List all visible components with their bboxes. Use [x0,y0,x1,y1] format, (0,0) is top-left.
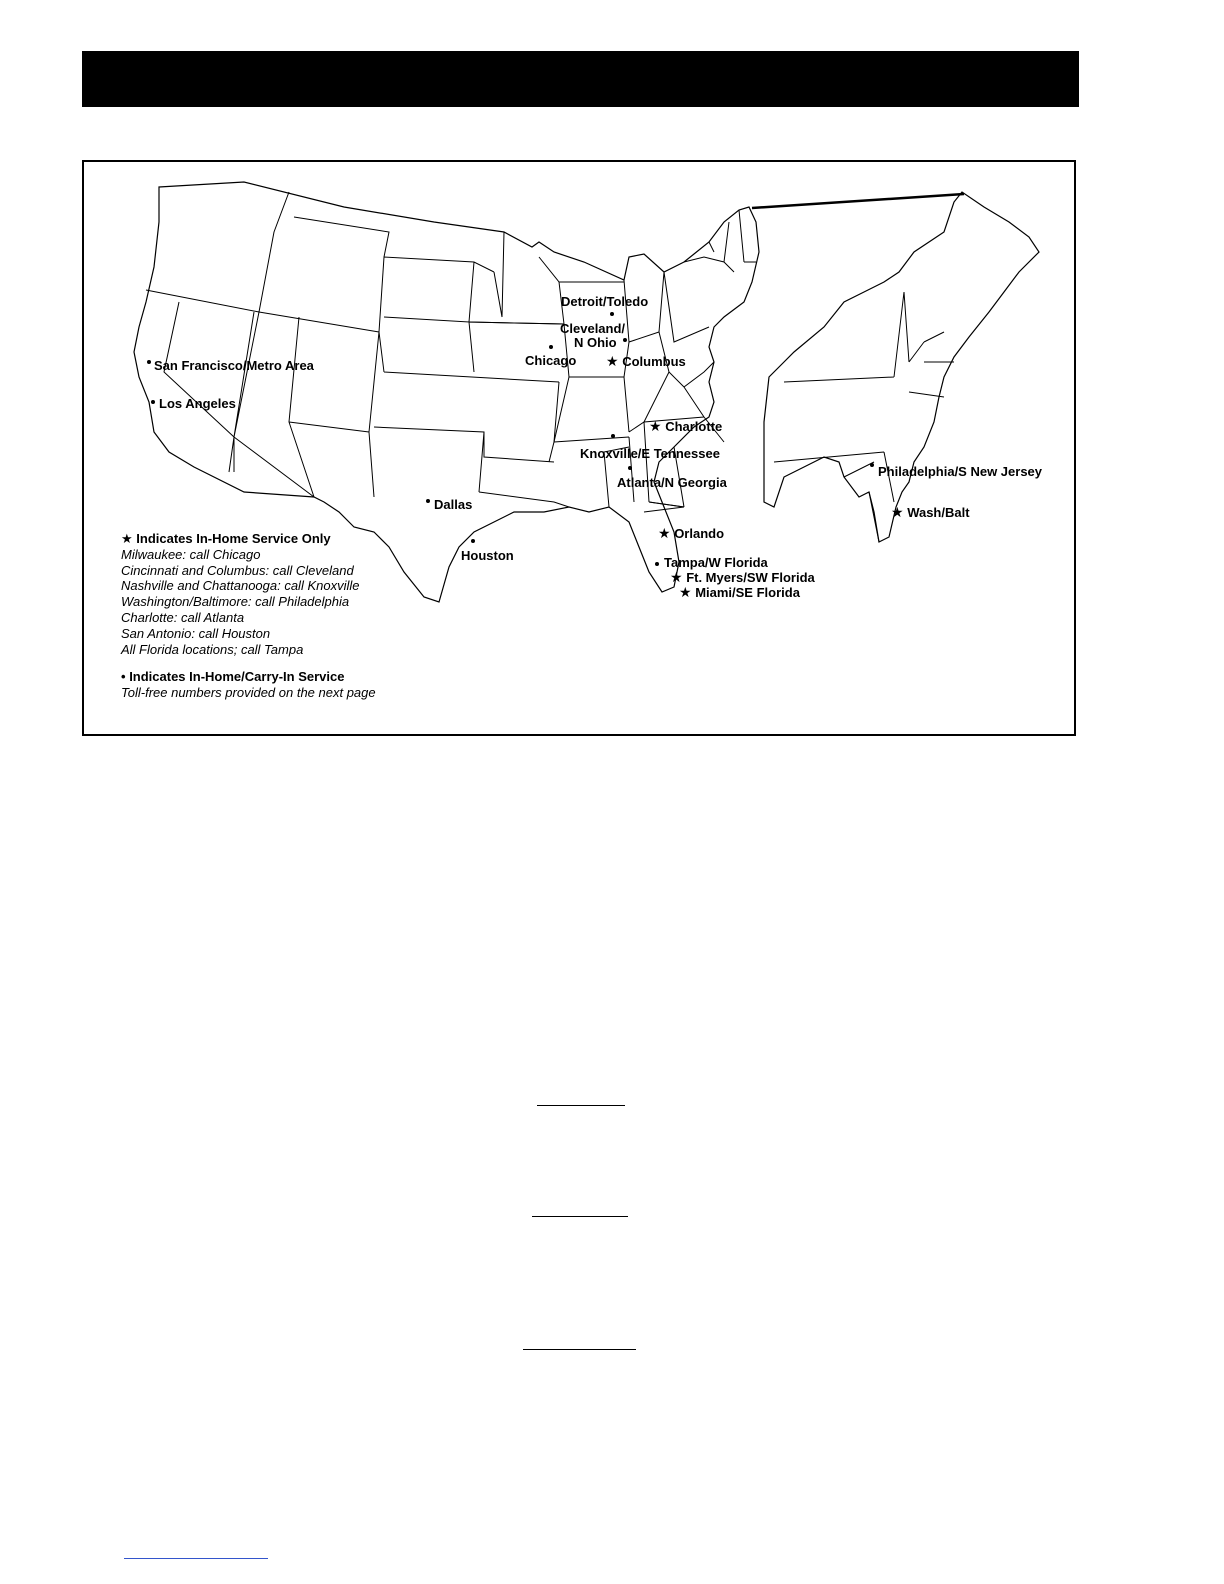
dot-marker [549,345,553,349]
city-label-philadelphia: Philadelphia/S New Jersey [878,464,1043,479]
dot-marker [426,499,430,503]
city-name-miami: Miami/SE Florida [695,585,800,600]
star-marker: ★ [891,504,904,520]
star-marker: ★ [606,353,619,369]
state-lines-northeast [684,210,756,272]
city-label-los-angeles: Los Angeles [159,396,236,411]
dot-marker [610,312,614,316]
legend-note: Charlotte: call Atlanta [121,609,245,625]
inset-callout-line [752,194,964,208]
star-marker: ★ [679,584,692,600]
dot-symbol: • [121,669,126,685]
dot-marker [870,463,874,467]
legend-note: Nashville and Chattanooga: call Knoxville [121,578,360,594]
header-bar [82,51,1079,107]
city-label-san-francisco: San Francisco/Metro Area [154,358,314,373]
dot-marker [471,539,475,543]
legend-inhome-text: Indicates In-Home Service Only [136,531,331,546]
city-label-houston: Houston [461,548,514,563]
city-label-cleveland-line2: N Ohio [574,335,617,350]
divider-rule [532,1216,628,1217]
city-label-dallas: Dallas [434,497,473,512]
legend-note: Cincinnati and Columbus: call Cleveland [121,562,354,578]
legend-note: All Florida locations; call Tampa [121,641,304,657]
city-label-charlotte [649,419,722,434]
state-lines-west [146,192,569,507]
star-marker: ★ [670,569,683,585]
northeast-inset-outline [764,192,1039,542]
dot-marker [655,562,659,566]
service-area-map [82,160,1076,736]
city-label-columbus [606,354,686,369]
city-label-cleveland-line1: Cleveland/ [560,321,626,336]
divider-rule [537,1105,625,1106]
legend-note: Washington/Baltimore: call Philadelphia [121,594,350,610]
legend-inhome-header [121,531,376,547]
star-marker: ★ [121,531,133,546]
city-label-orlando [658,526,724,541]
city-name-orlando: Orlando [674,526,725,541]
city-name-wash-balt: Wash/Balt [907,505,970,520]
dot-marker [611,434,615,438]
city-name-columbus: Columbus [622,354,686,369]
dot-marker [623,338,627,342]
legend-carryin-header [121,669,376,685]
legend-note: Milwaukee: call Chicago [121,546,261,562]
star-marker: ★ [649,418,662,434]
dot-marker [147,360,151,364]
city-name-charlotte: Charlotte [665,419,723,434]
footer-link-underline[interactable] [124,1558,268,1559]
legend-note: San Antonio: call Houston [121,625,271,641]
city-name-ft-myers: Ft. Myers/SW Florida [686,570,815,585]
city-label-miami [679,585,800,600]
city-label-knoxville: Knoxville/E Tennessee [580,446,720,461]
star-marker: ★ [658,525,671,541]
legend-carryin-note: Toll-free numbers provided on the next page [121,685,376,701]
map-legend [121,531,376,701]
legend-carryin-text: Indicates In-Home/Carry-In Service [129,669,345,685]
dot-marker [628,466,632,470]
city-label-tampa: Tampa/W Florida [664,555,768,570]
divider-rule [523,1349,636,1350]
city-label-wash-balt [891,505,970,520]
dot-marker [151,400,155,404]
city-label-detroit: Detroit/Toledo [561,294,649,309]
city-label-atlanta: Atlanta/N Georgia [617,475,727,490]
city-label-ft-myers [670,570,815,585]
city-label-chicago: Chicago [525,353,577,368]
